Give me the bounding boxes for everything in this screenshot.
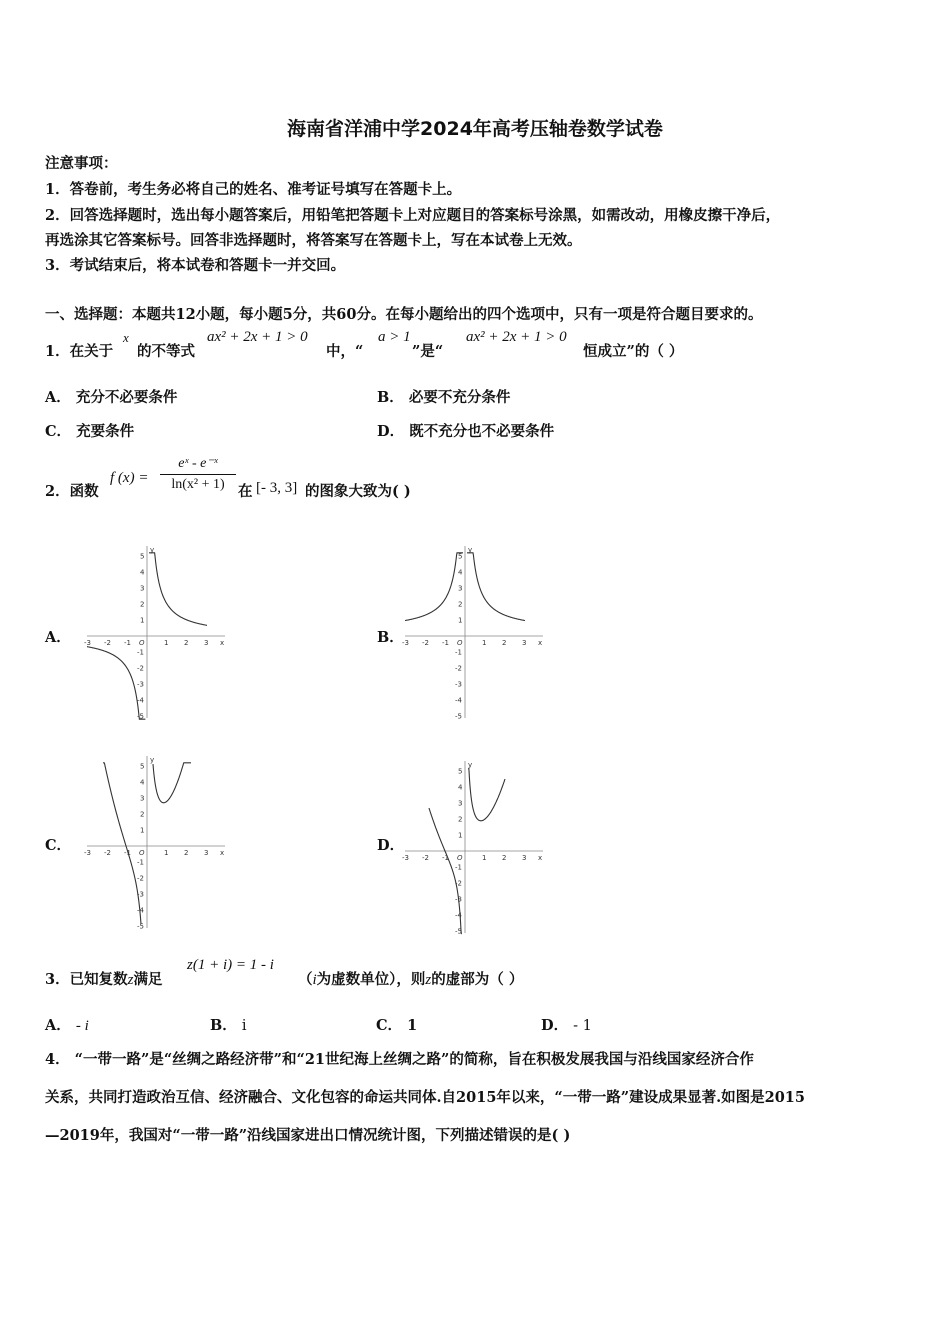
y-tick-label: -4 [137,906,144,915]
y-tick-label: 1 [458,831,463,840]
y-tick-label: 4 [458,568,463,577]
q2-denominator: ln(x² + 1) [171,477,225,492]
x-tick-label: -3 [84,639,91,647]
y-tick-label: -5 [137,922,144,931]
x-tick-label: 2 [502,854,507,862]
notice-item: 2．回答选择题时，选出每小题答案后，用铅笔把答题卡上对应题目的答案标号涂黑，如需改动，用橡皮擦干净后， [45,207,781,224]
y-tick-label: -3 [137,680,144,689]
function-curve [153,763,191,803]
q1-option-a[interactable]: A． 充分不必要条件 [45,389,178,406]
notice-item: 再选涂其它答案标号。回答非选择题时，将答案写在答题卡上，写在本试卷上无效。 [45,232,582,249]
q1-inequality-2: ax² + 2x + 1 > 0 [466,329,567,345]
x-tick-label: 1 [164,849,169,857]
y-tick-label: 5 [458,552,463,561]
y-tick-label: 2 [458,815,463,824]
function-curve [103,763,141,924]
y-tick-label: -3 [455,895,462,904]
y-tick-label: -2 [455,879,462,888]
y-tick-label: 5 [140,762,145,771]
q1-text-4: ”是“ [412,343,444,360]
x-tick-label: -1 [124,639,131,647]
graph-a [85,540,230,720]
q4-line: 关系，共同打造政治互信、经济融合、文化包容的命运共同体.自2015年以来，“一带一路”建设成果显著.如图是2015 [45,1089,805,1106]
y-tick-label: -4 [455,696,462,705]
y-tick-label: -3 [137,890,144,899]
y-tick-label: -1 [137,858,144,867]
q4-line: 4． “一带一路”是“丝绸之路经济带”和“21世纪海上丝绸之路”的简称，旨在积极发展我国与沿线国家经济合作 [45,1051,754,1068]
x-tick-label: 3 [204,849,209,857]
x-tick-label: -1 [124,849,131,857]
graph-d [403,755,548,935]
y-tick-label: 2 [140,600,145,609]
q2-text-2: 在 [238,483,253,500]
page-title: 海南省洋浦中学2024年高考压轴卷数学试卷 [287,118,663,140]
notice-item: 1．答卷前，考生务必将自己的姓名、准考证号填写在答题卡上。 [45,181,462,198]
q2-option-a[interactable]: A． [45,629,71,646]
y-axis-label: y [468,761,473,769]
x-tick-label: 1 [482,854,487,862]
y-tick-label: -2 [455,664,462,673]
q1-option-b[interactable]: B． 必要不充分条件 [377,389,511,406]
x-axis-label: x [538,854,543,862]
q3-option-d[interactable]: D． - 1 [541,1017,592,1034]
y-tick-label: 1 [458,616,463,625]
y-tick-label: 4 [140,778,145,787]
q2-fraction [160,455,236,493]
function-curve [149,553,207,626]
y-tick-label: 5 [140,552,145,561]
x-tick-label: -1 [442,854,449,862]
x-tick-label: -2 [422,854,429,862]
y-tick-label: -5 [455,712,462,721]
x-tick-label: 2 [502,639,507,647]
y-tick-label: 3 [140,584,145,593]
x-tick-label: 3 [522,639,527,647]
y-tick-label: -1 [455,863,462,872]
y-tick-label: -2 [137,664,144,673]
q1-inequality: ax² + 2x + 1 > 0 [207,329,308,345]
q2-interval: [- 3, 3] [256,480,298,496]
y-tick-label: 2 [140,810,145,819]
q3-option-a[interactable]: A． - i [45,1017,89,1034]
x-axis-label: x [538,639,543,647]
q2-option-b[interactable]: B． [377,629,404,646]
notice-heading: 注意事项： [45,155,118,172]
y-tick-label: 4 [458,783,463,792]
q3-text-2: （i为虚数单位），则z的虚部为（ ） [298,971,524,988]
function-curve [467,553,525,621]
y-tick-label: -5 [137,712,144,721]
y-tick-label: -1 [137,648,144,657]
q1-option-c[interactable]: C． 充要条件 [45,423,135,440]
x-tick-label: 3 [522,854,527,862]
y-tick-label: -5 [455,927,462,936]
x-tick-label: 3 [204,639,209,647]
y-tick-label: -1 [455,648,462,657]
q3-option-c[interactable]: C． 1 [376,1017,418,1034]
x-tick-label: 1 [482,639,487,647]
q2-fx: f (x) = [110,470,149,486]
y-tick-label: -3 [455,680,462,689]
section-heading: 一、选择题：本题共12小题，每小题5分，共60分。在每小题给出的四个选项中，只有一项是符合题目要求的。 [45,306,763,323]
x-tick-label: -2 [422,639,429,647]
q3-option-b[interactable]: B． i [210,1017,247,1034]
q1-var: x [123,330,129,345]
q2-text-1: 2．函数 [45,483,99,500]
function-curve [469,768,505,821]
q1-text-5: 恒成立”的（ ） [583,343,684,360]
y-tick-label: 3 [458,584,463,593]
y-tick-label: -2 [137,874,144,883]
function-curve [405,553,463,621]
origin-label: O [139,639,145,647]
graph-c [85,750,230,930]
x-tick-label: -1 [442,639,449,647]
q2-numerator: eˣ - e⁻ˣ [178,456,218,471]
q1-text-1: 1．在关于 [45,343,114,360]
y-tick-label: 1 [140,616,145,625]
x-tick-label: -3 [84,849,91,857]
y-axis-label: y [150,546,155,554]
y-tick-label: 3 [140,794,145,803]
x-tick-label: -2 [104,639,111,647]
q1-text-3: 中，“ [326,343,364,360]
q3-equation: z(1 + i) = 1 - i [187,957,274,973]
q2-text-3: 的图象大致为( ) [305,483,411,500]
q3-text-1: 3．已知复数z满足 [45,971,163,988]
origin-label: O [457,639,463,647]
graph-b [403,540,548,720]
q1-option-d[interactable]: D． 既不充分也不必要条件 [377,423,555,440]
x-tick-label: -3 [402,639,409,647]
y-tick-label: 5 [458,767,463,776]
y-tick-label: 4 [140,568,145,577]
y-axis-label: y [468,546,473,554]
x-axis-label: x [220,849,225,857]
x-tick-label: 1 [164,639,169,647]
x-tick-label: -3 [402,854,409,862]
q1-condition: a > 1 [378,329,411,345]
y-tick-label: -4 [137,696,144,705]
y-axis-label: y [150,756,155,764]
x-tick-label: -2 [104,849,111,857]
origin-label: O [457,854,463,862]
y-tick-label: 3 [458,799,463,808]
q2-option-c[interactable]: C． [45,837,72,854]
x-tick-label: 2 [184,849,189,857]
y-tick-label: -4 [455,911,462,920]
notice-item: 3．考试结束后，将本试卷和答题卡一并交回。 [45,257,346,274]
fraction-bar [160,474,236,475]
q2-option-d[interactable]: D． [377,837,405,854]
q4-line: —2019年，我国对“一带一路”沿线国家进出口情况统计图，下列描述错误的是( ) [45,1127,571,1144]
x-tick-label: 2 [184,639,189,647]
y-tick-label: 1 [140,826,145,835]
origin-label: O [139,849,145,857]
y-tick-label: 2 [458,600,463,609]
x-axis-label: x [220,639,225,647]
q1-text-2: 的不等式 [137,343,195,360]
